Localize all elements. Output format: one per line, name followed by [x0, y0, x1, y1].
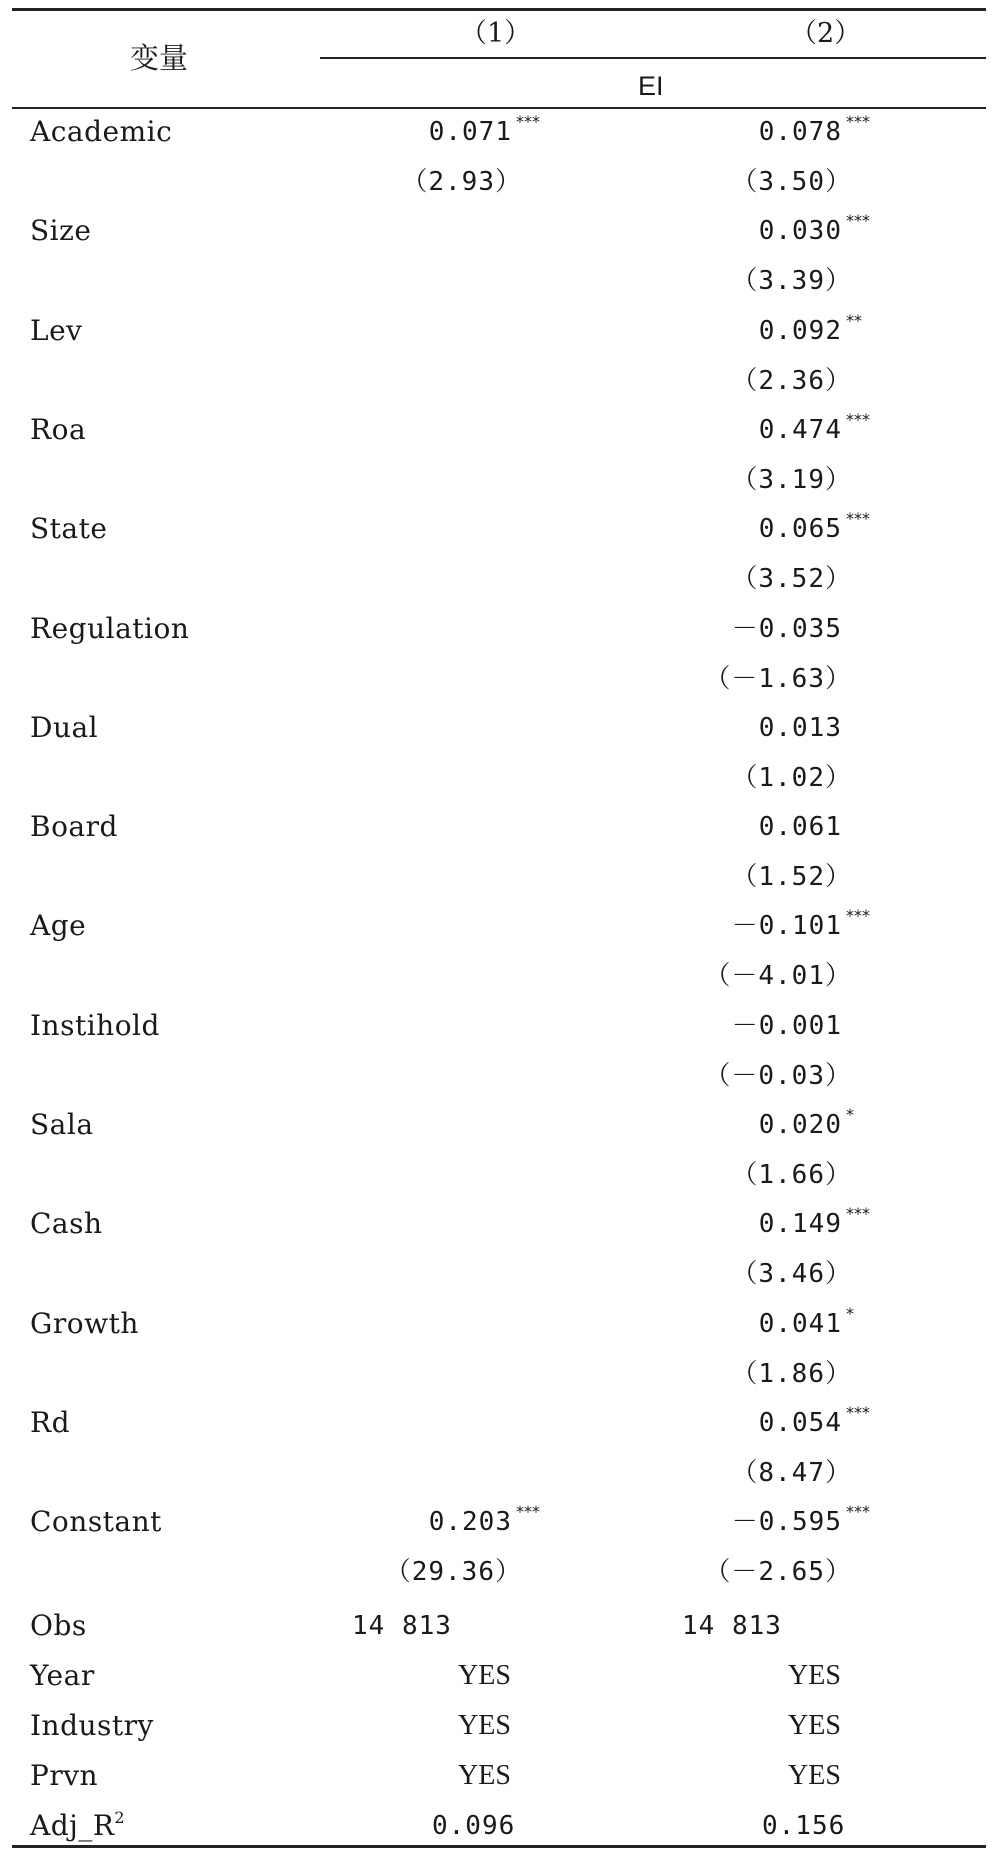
- coef-col2: 0.092: [758, 316, 842, 346]
- signif-stars-col2: ***: [846, 410, 870, 429]
- control-col2: YES: [788, 1660, 841, 1691]
- coef-col2: －0.035: [731, 614, 842, 644]
- coef-col2: 0.020: [758, 1110, 842, 1140]
- coef-col2: 0.149: [758, 1209, 842, 1239]
- tstat-col2: （3.50）: [731, 167, 852, 197]
- control-col2: YES: [788, 1760, 841, 1791]
- tstat-col2: （3.19）: [731, 465, 852, 495]
- tstat-col2: （1.02）: [731, 763, 852, 793]
- tstat-col2: （1.86）: [731, 1359, 852, 1389]
- signif-stars-col2: **: [846, 311, 862, 330]
- coef-col2: 0.061: [758, 812, 842, 842]
- tstat-col1: （2.93）: [401, 167, 522, 197]
- signif-stars-col2: *: [846, 1105, 854, 1124]
- variable-name: State: [30, 512, 108, 545]
- header-dependent-variable: EI: [638, 71, 664, 101]
- table-bottom-rule: [12, 1845, 986, 1848]
- variable-name: Rd: [30, 1406, 71, 1439]
- coef-col1: 0.203: [428, 1507, 512, 1537]
- variable-name: Prvn: [30, 1759, 99, 1792]
- obs-col1: 14 813: [352, 1611, 452, 1641]
- coef-col2: 0.041: [758, 1309, 842, 1339]
- tstat-col1: （29.36）: [384, 1557, 522, 1587]
- tstat-col2: （－4.01）: [704, 961, 852, 991]
- variable-name: Academic: [30, 115, 173, 148]
- superscript: 2: [114, 1808, 126, 1827]
- control-col1: YES: [458, 1710, 511, 1741]
- coef-col2: －0.595: [731, 1507, 842, 1537]
- tstat-col2: （1.52）: [731, 862, 852, 892]
- signif-stars-col2: *: [846, 1304, 854, 1323]
- table-top-rule: [12, 8, 986, 11]
- variable-name: $Adj\_R^2$: [30, 1808, 126, 1842]
- tstat-col2: （－2.65）: [704, 1557, 852, 1587]
- coef-col2: 0.474: [758, 415, 842, 445]
- variable-name: Dual: [30, 711, 99, 744]
- signif-stars-col2: ***: [846, 1502, 870, 1521]
- signif-stars-col2: ***: [846, 1403, 870, 1422]
- tstat-col2: （－1.63）: [704, 664, 852, 694]
- variable-name: Age: [30, 909, 87, 942]
- variable-name: Lev: [30, 314, 83, 347]
- tstat-col2: （3.39）: [731, 266, 852, 296]
- coef-col2: －0.101: [731, 911, 842, 941]
- variable-name: Instihold: [30, 1009, 160, 1042]
- signif-stars-col1: ***: [516, 1502, 540, 1521]
- control-col2: YES: [788, 1710, 841, 1741]
- variable-name: Year: [30, 1659, 95, 1692]
- signif-stars-col1: ***: [516, 112, 540, 131]
- variable-name: Growth: [30, 1307, 139, 1340]
- coef-col2: 0.078: [758, 117, 842, 147]
- header-col2: （2）: [790, 18, 862, 49]
- variable-name: Industry: [30, 1709, 154, 1742]
- header-col1: （1）: [460, 18, 532, 49]
- coef-col2: 0.013: [758, 713, 842, 743]
- header-sub-rule: [320, 57, 986, 59]
- variable-name: Board: [30, 810, 118, 843]
- tstat-col2: （3.46）: [731, 1259, 852, 1289]
- tstat-col2: （1.66）: [731, 1160, 852, 1190]
- variable-name: Cash: [30, 1207, 103, 1240]
- coef-col2: 0.030: [758, 216, 842, 246]
- coef-col2: 0.065: [758, 514, 842, 544]
- tstat-col2: （2.36）: [731, 366, 852, 396]
- tstat-col2: （3.52）: [731, 564, 852, 594]
- variable-name: Regulation: [30, 612, 190, 645]
- variable-name: Constant: [30, 1505, 162, 1538]
- variable-name: Roa: [30, 413, 87, 446]
- variable-name: Obs: [30, 1609, 87, 1642]
- variable-name: Sala: [30, 1108, 94, 1141]
- signif-stars-col2: ***: [846, 112, 870, 131]
- control-col1: YES: [458, 1760, 511, 1791]
- signif-stars-col2: ***: [846, 906, 870, 925]
- tstat-col2: （8.47）: [731, 1458, 852, 1488]
- coef-col2: 0.054: [758, 1408, 842, 1438]
- adj-r2-col2: 0.156: [762, 1811, 846, 1841]
- header-bottom-rule: [12, 107, 986, 109]
- tstat-col2: （－0.03）: [704, 1061, 852, 1091]
- coef-col2: －0.001: [731, 1011, 842, 1041]
- variable-name: Size: [30, 214, 92, 247]
- signif-stars-col2: ***: [846, 509, 870, 528]
- adj-r2-col1: 0.096: [432, 1811, 516, 1841]
- coef-col1: 0.071: [428, 117, 512, 147]
- signif-stars-col2: ***: [846, 1204, 870, 1223]
- signif-stars-col2: ***: [846, 211, 870, 230]
- header-variable: 变量: [130, 41, 189, 75]
- obs-col2: 14 813: [682, 1611, 782, 1641]
- control-col1: YES: [458, 1660, 511, 1691]
